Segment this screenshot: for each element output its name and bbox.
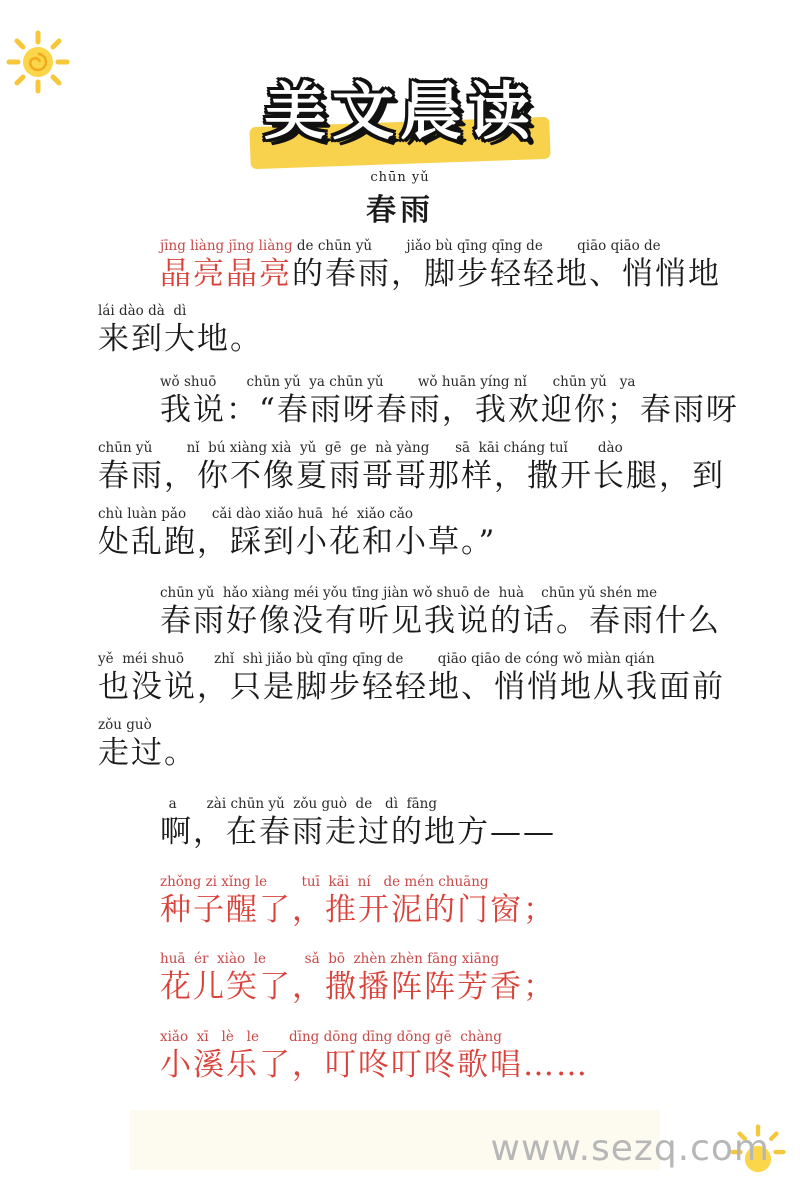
pinyin-row: de chūn yǔ jiǎo bù qīng qīng de qiāo qiāo de bbox=[292, 238, 661, 254]
text-row: 处乱跑，踩到小花和小草。” bbox=[98, 524, 497, 560]
poem-title-block bbox=[0, 170, 800, 229]
text-row: 春雨好像没有听见我说的话。春雨什么 bbox=[160, 603, 721, 639]
text-line bbox=[98, 440, 725, 496]
text-row: 小溪乐了，叮咚叮咚歌唱…… bbox=[160, 1047, 589, 1083]
pinyin-row: zǒu guò bbox=[98, 717, 152, 733]
text-line bbox=[160, 585, 721, 641]
watermark: www.sezq.com bbox=[490, 1128, 770, 1169]
text-row: 啊，在春雨走过的地方—— bbox=[160, 814, 556, 850]
text-line bbox=[98, 717, 197, 773]
text-row: 的春雨，脚步轻轻地、悄悄地 bbox=[292, 256, 721, 292]
pinyin-row: a zài chūn yǔ zǒu guò de dì fāng bbox=[160, 796, 437, 812]
text-line bbox=[98, 506, 496, 562]
poem-title-pinyin: chūn yǔ bbox=[370, 170, 430, 185]
text-line bbox=[98, 651, 725, 707]
pinyin-row: xiǎo xī lè le dīng dōng dīng dōng gē chàng bbox=[160, 1029, 502, 1045]
text-line bbox=[160, 1029, 589, 1085]
text-row: 来到大地。 bbox=[98, 321, 263, 357]
text-line bbox=[160, 238, 721, 294]
pinyin-highlight: jīng liàng jīng liàng bbox=[160, 238, 293, 254]
text-row: 花儿笑了，撒播阵阵芳香； bbox=[160, 969, 556, 1005]
text-line bbox=[160, 796, 556, 852]
pinyin-row: wǒ shuō chūn yǔ ya chūn yǔ wǒ huān yíng nǐ chūn yǔ ya bbox=[160, 374, 636, 390]
text-row: 也没说，只是脚步轻轻地、悄悄地从我面前 bbox=[98, 669, 725, 705]
text-row: 走过。 bbox=[98, 735, 197, 771]
text-line bbox=[98, 303, 263, 359]
header bbox=[0, 60, 800, 170]
pinyin-row: zhǒng zi xǐng le tuī kāi ní de mén chuāng bbox=[160, 874, 489, 890]
pinyin-row: huā ér xiào le sǎ bō zhèn zhèn fāng xiāng bbox=[160, 951, 500, 967]
highlighted-word: 晶亮晶亮 bbox=[160, 256, 292, 292]
text-row: 我说：“春雨呀春雨，我欢迎你；春雨呀 bbox=[160, 392, 739, 428]
pinyin-row: yě méi shuō zhǐ shì jiǎo bù qīng qīng de qiāo qiāo de cóng wǒ miàn qián bbox=[98, 651, 655, 667]
pinyin-row: chūn yǔ hǎo xiàng méi yǒu tīng jiàn wǒ shuō de huà chūn yǔ shén me bbox=[160, 585, 658, 601]
text-line bbox=[160, 951, 556, 1007]
text-row: 种子醒了，推开泥的门窗； bbox=[160, 892, 556, 928]
text-line bbox=[160, 874, 556, 930]
text-row: 春雨，你不像夏雨哥哥那样，撒开长腿，到 bbox=[98, 458, 725, 494]
text-line bbox=[160, 374, 739, 430]
pinyin-row: chūn yǔ nǐ bú xiàng xià yǔ gē ge nà yàng sā kāi cháng tuǐ dào bbox=[98, 440, 623, 456]
page-title: 美文晨读 bbox=[263, 75, 536, 148]
poem-title: 春雨 bbox=[366, 193, 434, 228]
pinyin-row: chù luàn pǎo cǎi dào xiǎo huā hé xiǎo cǎo bbox=[98, 506, 414, 522]
pinyin-row: lái dào dà dì bbox=[98, 303, 187, 319]
